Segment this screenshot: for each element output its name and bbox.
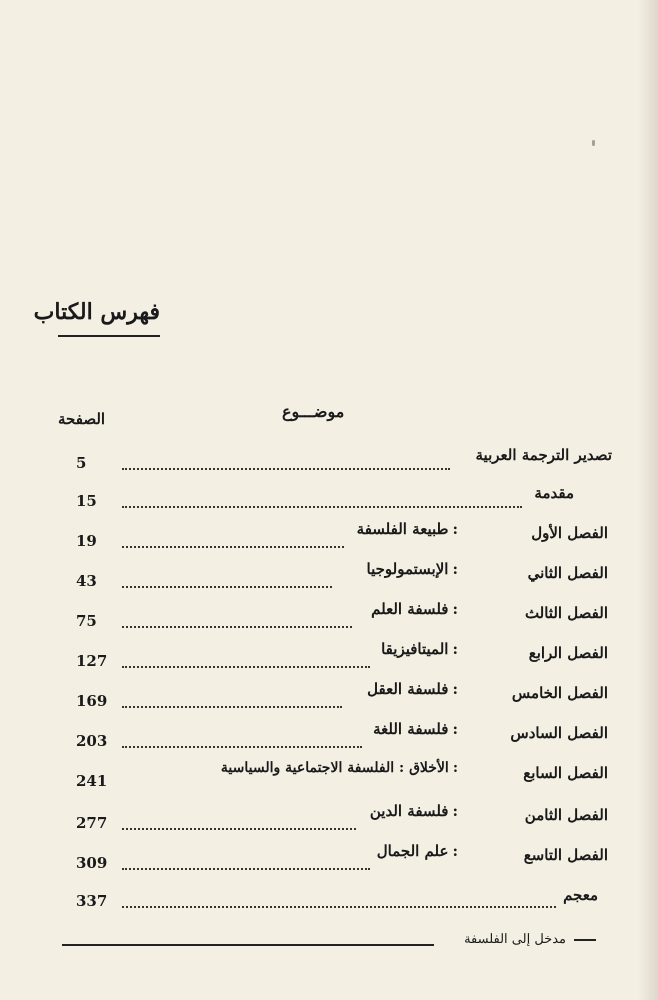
toc-chapter: الفصل الثالث bbox=[524, 604, 608, 622]
toc-page-number: 309 bbox=[76, 854, 108, 872]
dot-leader bbox=[122, 586, 332, 588]
toc-row bbox=[0, 640, 658, 674]
toc-subject: :طبيعة الفلسفة bbox=[356, 520, 458, 538]
toc-chapter: الفصل التاسع bbox=[523, 846, 608, 864]
toc-subject-text: الإبستمولوجيا bbox=[366, 560, 449, 578]
toc-subject: :الإبستمولوجيا bbox=[366, 560, 458, 578]
toc-page-number: 127 bbox=[76, 652, 108, 670]
toc-chapter: الفصل السابع bbox=[523, 764, 608, 782]
toc-row bbox=[0, 760, 658, 794]
dot-leader bbox=[122, 706, 342, 708]
toc-chapter: معجم bbox=[563, 886, 598, 904]
toc-row bbox=[0, 446, 658, 476]
toc-chapter: مقدمة bbox=[534, 484, 574, 502]
toc-chapter: الفصل الخامس bbox=[511, 684, 608, 702]
dot-leader bbox=[122, 546, 344, 548]
toc-subject-text: الأخلاق : الفلسفة الاجتماعية والسياسية bbox=[220, 760, 449, 776]
toc-page-number: 43 bbox=[76, 572, 97, 590]
toc-subject-text: فلسفة اللغة bbox=[373, 720, 449, 738]
toc-row bbox=[0, 484, 658, 514]
toc-subject: :فلسفة الدين bbox=[369, 802, 458, 820]
toc-chapter: الفصل الثامن bbox=[524, 806, 608, 824]
toc-page-number: 19 bbox=[76, 532, 97, 550]
toc-row bbox=[0, 884, 658, 914]
toc-page-number: 169 bbox=[76, 692, 108, 710]
toc-subject-text: علم الجمال bbox=[376, 842, 449, 860]
paper-speck bbox=[592, 140, 595, 146]
dot-leader bbox=[122, 906, 556, 908]
toc-row bbox=[0, 600, 658, 634]
page-column-header: الصفحة bbox=[58, 410, 106, 428]
toc-subject-text: الميتافيزيقا bbox=[381, 640, 449, 658]
toc-page-number: 5 bbox=[76, 454, 87, 472]
toc-page-number: 337 bbox=[76, 892, 108, 910]
dot-leader bbox=[122, 828, 356, 830]
dot-leader bbox=[122, 626, 352, 628]
toc-row bbox=[0, 802, 658, 836]
toc-subject: :الأخلاق : الفلسفة الاجتماعية والسياسية bbox=[220, 760, 458, 776]
toc-subject-text: فلسفة العلم bbox=[371, 600, 449, 618]
toc-row bbox=[0, 560, 658, 594]
toc-chapter: الفصل الأول bbox=[531, 524, 608, 542]
dot-leader bbox=[122, 666, 370, 668]
toc-page-number: 15 bbox=[76, 492, 97, 510]
topic-column-header: موضـــوع bbox=[282, 402, 345, 421]
toc-title: فهرس الكتاب bbox=[33, 299, 160, 325]
toc-subject: :علم الجمال bbox=[376, 842, 458, 860]
toc-subject: :فلسفة اللغة bbox=[373, 720, 458, 738]
toc-page-number: 241 bbox=[76, 772, 108, 790]
dot-leader bbox=[122, 746, 362, 748]
toc-subject-text: فلسفة الدين bbox=[369, 802, 449, 820]
footer-dash bbox=[574, 939, 596, 941]
toc-row bbox=[0, 680, 658, 714]
toc-row bbox=[0, 720, 658, 754]
toc-chapter: الفصل السادس bbox=[510, 724, 608, 742]
toc-subject: :فلسفة العلم bbox=[371, 600, 458, 618]
dot-leader bbox=[122, 506, 522, 508]
toc-subject-text: فلسفة العقل bbox=[367, 680, 449, 698]
dot-leader bbox=[122, 468, 450, 470]
toc-subject: :الميتافيزيقا bbox=[381, 640, 458, 658]
running-footer: مدخل إلى الفلسفة bbox=[464, 932, 566, 947]
toc-page-number: 75 bbox=[76, 612, 97, 630]
footer-rule bbox=[62, 944, 434, 946]
toc-chapter: تصدير الترجمة العربية bbox=[475, 446, 612, 464]
toc-chapter: الفصل الرابع bbox=[528, 644, 608, 662]
dot-leader bbox=[122, 868, 370, 870]
title-underline bbox=[58, 335, 160, 337]
toc-page-number: 277 bbox=[76, 814, 108, 832]
toc-row bbox=[0, 842, 658, 876]
toc-subject-text: طبيعة الفلسفة bbox=[356, 520, 449, 538]
toc-subject: :فلسفة العقل bbox=[367, 680, 458, 698]
toc-chapter: الفصل الثاني bbox=[527, 564, 608, 582]
toc-row bbox=[0, 520, 658, 554]
toc-page-number: 203 bbox=[76, 732, 108, 750]
